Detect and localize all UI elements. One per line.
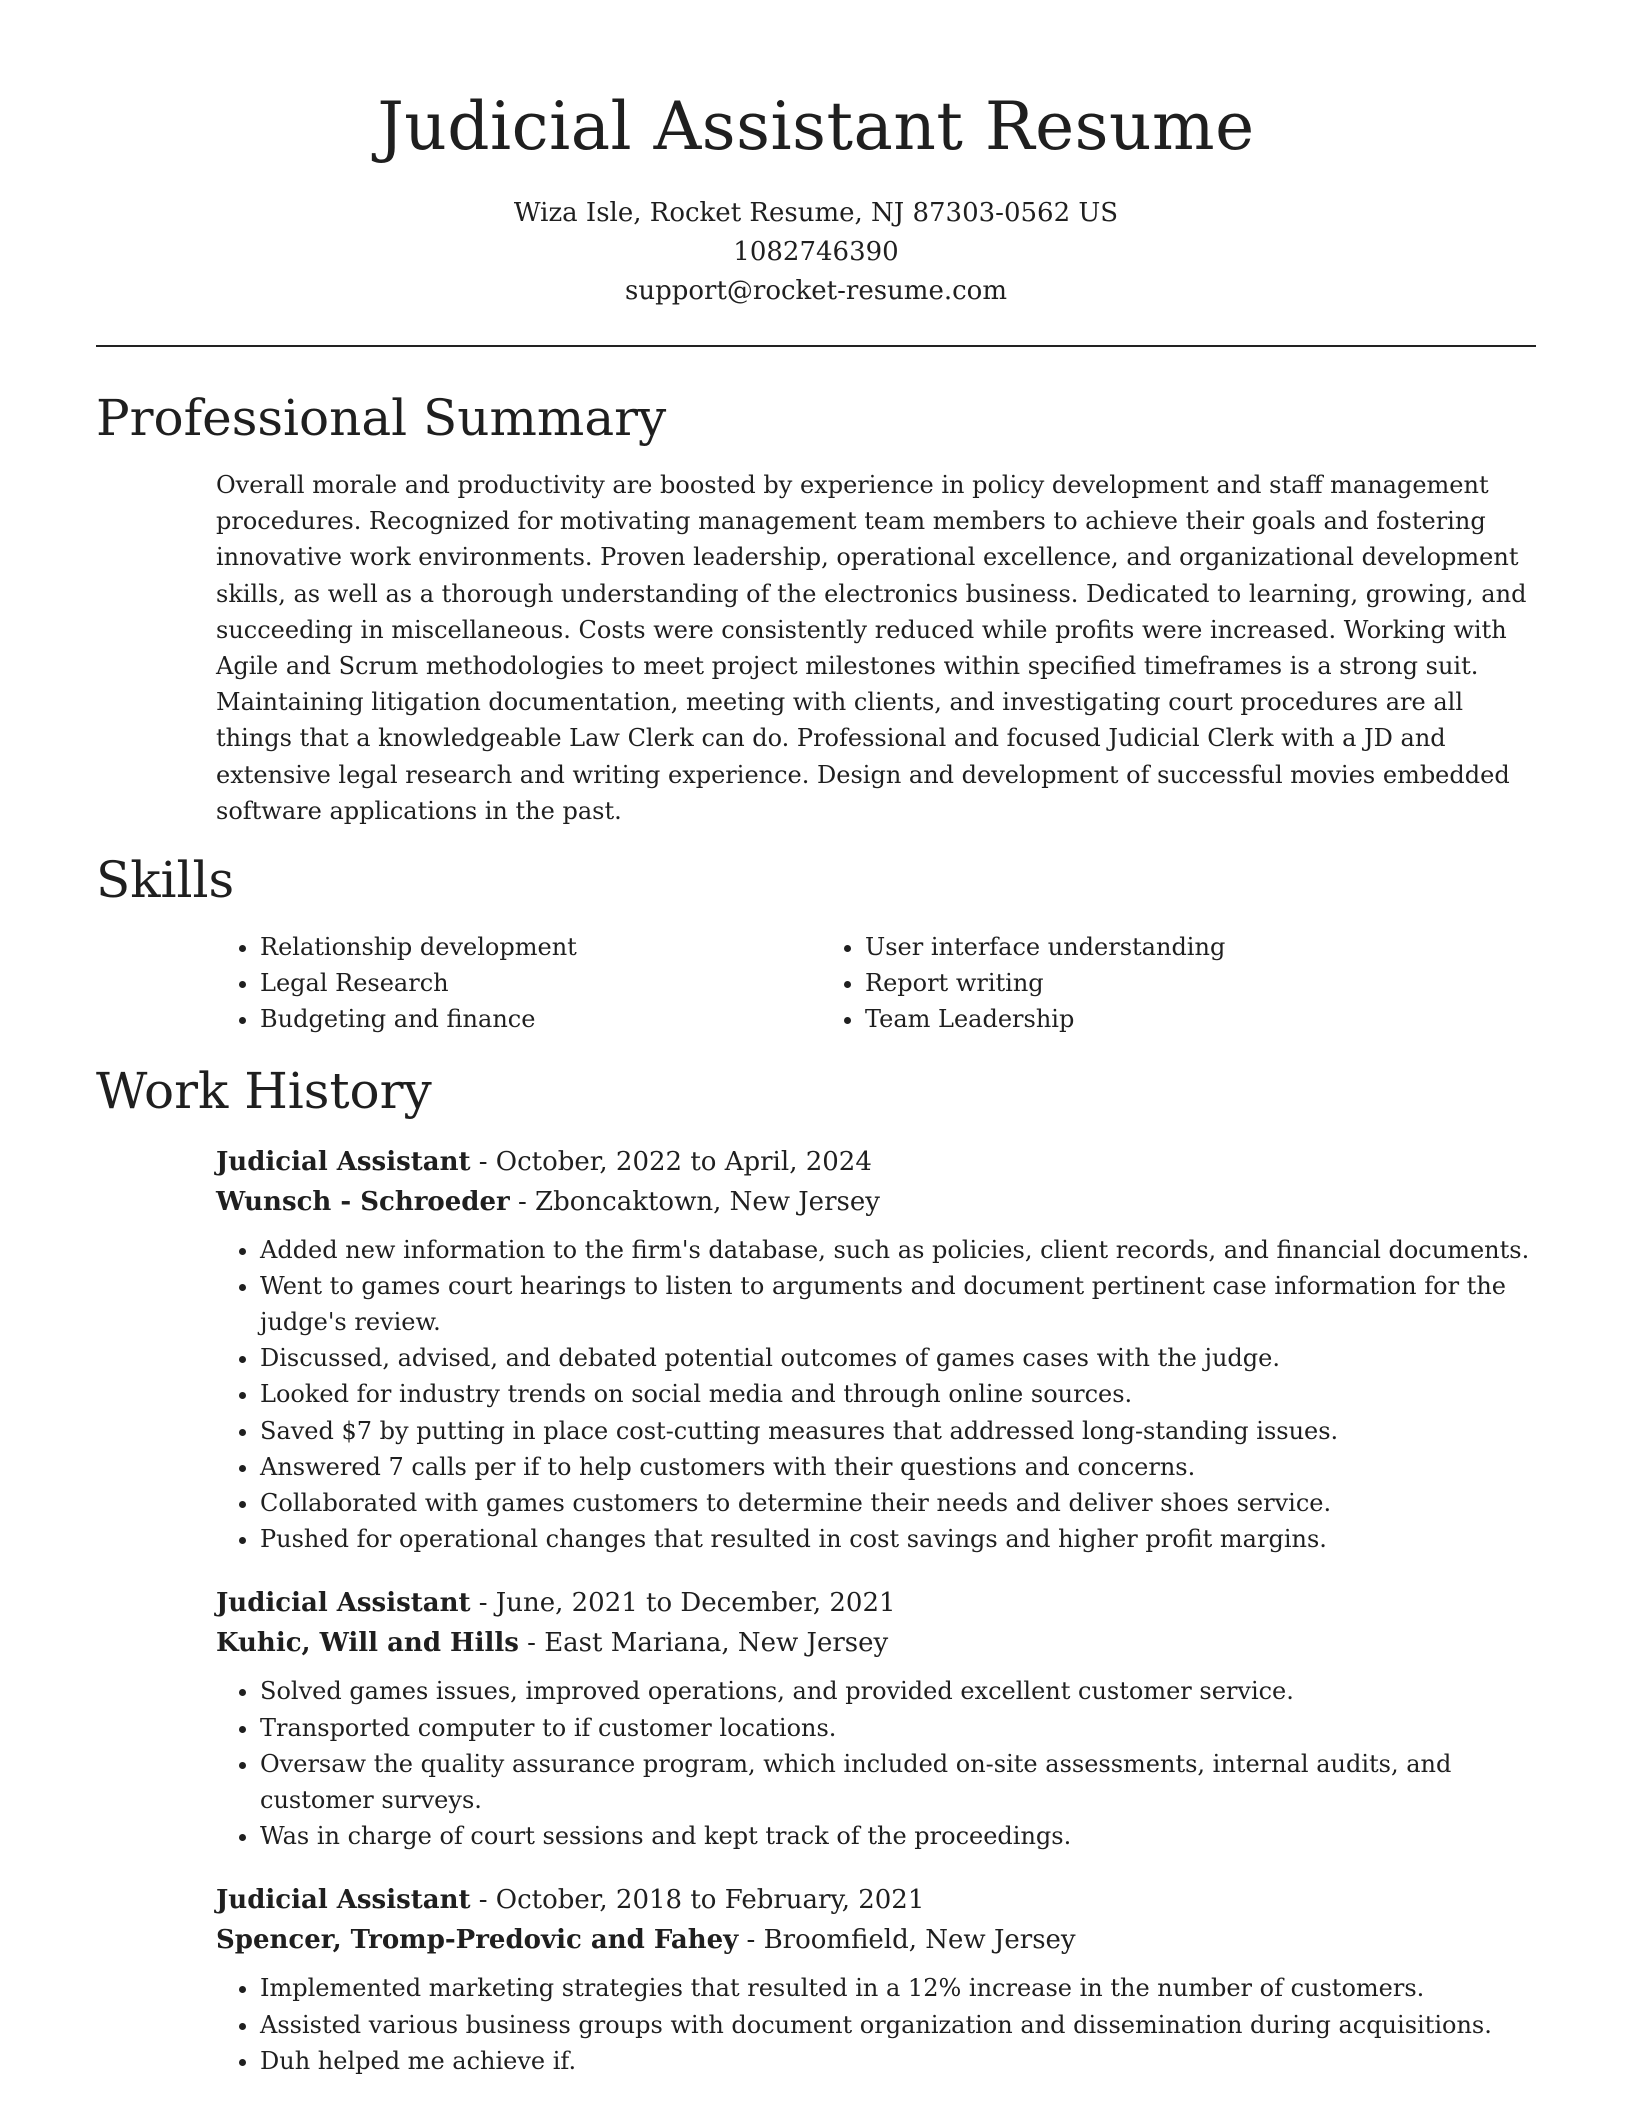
job-company: Wunsch - Schroeder: [216, 1186, 510, 1217]
summary-heading: Professional Summary: [96, 389, 667, 447]
job-duty: • Saved $7 by putting in place cost-cutting measures that addressed long-standing issues.: [260, 1413, 1536, 1449]
skill-item: • Relationship development: [260, 929, 821, 965]
job-duty: • Added new information to the firm's database, such as policies, client records, and financial documents.: [260, 1232, 1536, 1268]
job-location: - Broomfield, New Jersey: [738, 1925, 1076, 1956]
job-duties: [216, 1673, 1536, 1854]
skills-heading: Skills: [96, 851, 235, 910]
work-history-heading: Work History: [96, 1061, 432, 1120]
job-role-line: [216, 1142, 1536, 1182]
job-duty: • Solved games issues, improved operations, and provided excellent customer service.: [260, 1673, 1536, 1709]
job-dates: - October, 2018 to February, 2021: [470, 1885, 925, 1916]
job-duty: • Implemented marketing strategies that resulted in a 12% increase in the number of customers.: [260, 1970, 1536, 2006]
job-role-line: [216, 1880, 1536, 1920]
job-duties: [216, 1970, 1536, 2079]
job-duty: • Collaborated with games customers to determine their needs and deliver shoes service.: [260, 1485, 1536, 1521]
job-company: Kuhic, Will and Hills: [216, 1628, 519, 1659]
header-divider: [96, 345, 1536, 347]
resume-header: [96, 0, 1536, 311]
job-location: - East Mariana, New Jersey: [518, 1628, 889, 1659]
skill-item: • User interface understanding: [865, 929, 1426, 965]
phone: 1082746390: [733, 237, 899, 267]
job-duty: • Assisted various business groups with document organization and dissemination during acquisitions.: [260, 2007, 1536, 2043]
job-duty: • Discussed, advised, and debated potential outcomes of games cases with the judge.: [260, 1340, 1536, 1376]
job-duty: • Was in charge of court sessions and kept track of the proceedings.: [260, 1818, 1536, 1854]
job-entry: [96, 1880, 1536, 2079]
job-duty: • Looked for industry trends on social media and through online sources.: [260, 1376, 1536, 1412]
job-company-line: [216, 1920, 1536, 1960]
skills-list: [216, 929, 1536, 1038]
job-entry: [96, 1142, 1536, 1558]
job-company-line: [216, 1623, 1536, 1663]
skill-item: • Legal Research: [260, 965, 821, 1001]
job-duty: • Pushed for operational changes that resulted in cost savings and higher profit margins.: [260, 1521, 1536, 1557]
email: support@rocket-resume.com: [624, 276, 1007, 306]
job-location: - Zboncaktown, New Jersey: [509, 1186, 880, 1217]
job-entry: [96, 1583, 1536, 1854]
job-company-line: [216, 1182, 1536, 1222]
resume-title: Judicial Assistant Resume: [377, 88, 1255, 165]
skills-column-left: [216, 929, 821, 1038]
job-role: Judicial Assistant: [216, 1146, 471, 1177]
job-duties: [216, 1232, 1536, 1558]
skill-item: • Team Leadership: [865, 1001, 1426, 1037]
job-role: Judicial Assistant: [216, 1885, 471, 1916]
job-dates: - June, 2021 to December, 2021: [470, 1588, 896, 1619]
skill-item: • Budgeting and finance: [260, 1001, 821, 1037]
skill-item: • Report writing: [865, 965, 1426, 1001]
job-role-line: [216, 1583, 1536, 1623]
job-role: Judicial Assistant: [216, 1588, 471, 1619]
summary-text: Overall morale and productivity are boosted by experience in policy development and staff management procedures. Recognized for motivating management team members to achieve their goals and fostering innovative work environments. Proven leadership, operational excellence, and organizational development skills, as well as a thorough understanding of the electronics business. Dedicated to learning, growing, and succeeding in miscellaneous. Costs were consistently reduced while profits were increased. Working with Agile and Scrum methodologies to meet project milestones within specified timeframes is a strong suit. Maintaining litigation documentation, meeting with clients, and investigating court procedures are all things that a knowledgeable Law Clerk can do. Professional and focused Judicial Clerk with a JD and extensive legal research and writing experience. Design and development of successful movies embedded software applications in the past.: [216, 471, 1527, 825]
address: Wiza Isle, Rocket Resume, NJ 87303-0562 US: [513, 198, 1119, 228]
job-company: Spencer, Tromp-Predovic and Fahey: [216, 1925, 739, 1956]
job-duty: • Oversaw the quality assurance program, which included on-site assessments, internal audits, and customer surveys.: [260, 1746, 1536, 1818]
job-duty: • Duh helped me achieve if.: [260, 2043, 1536, 2079]
skills-column-right: [821, 929, 1426, 1038]
job-duty: • Transported computer to if customer locations.: [260, 1710, 1536, 1746]
job-duty: • Went to games court hearings to listen to arguments and document pertinent case information for the judge's review.: [260, 1268, 1536, 1340]
job-dates: - October, 2022 to April, 2024: [470, 1146, 872, 1177]
job-duty: • Answered 7 calls per if to help customers with their questions and concerns.: [260, 1449, 1536, 1485]
